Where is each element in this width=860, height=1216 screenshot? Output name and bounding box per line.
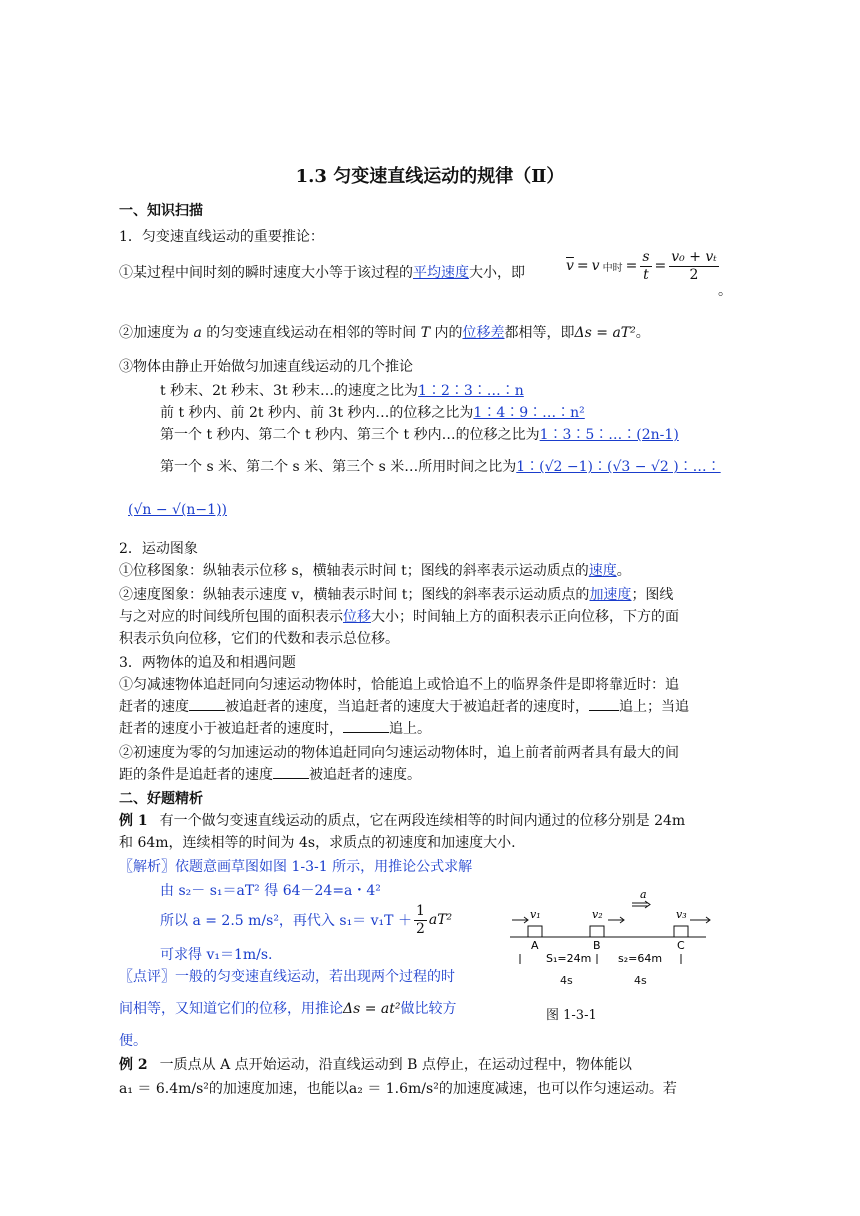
section-heading-examples: 二、好题精析 (119, 791, 203, 807)
ratio-answer-3[interactable]: 1∶3∶5∶…∶(2n-1) (539, 427, 679, 443)
example-2-l1: 例 2 一质点从 A 点开始运动，沿直线运动到 B 点停止，在运动过程中，物体能以 (119, 1057, 632, 1073)
motion-diagram (506, 888, 726, 968)
graph-velocity-l3: 积表示负向位移，它们的代数和表示总位移。 (119, 631, 399, 647)
delta-s-formula: Δs = aT² (574, 325, 636, 341)
label-t1: 4s (560, 974, 573, 987)
example-2-l2: a₁ ＝ 6.4m/s²的加速度加速，也能以a₂ ＝ 1.6m/s²的加速度减速，也可以作匀速运动。若 (119, 1081, 677, 1097)
ratio-line-4: 第一个 s 米、第二个 s 米、第三个 s 米…所用时间之比为1∶(√2 −1)∶(√3 − √2 )∶…∶ (160, 459, 721, 475)
block-b (590, 926, 604, 937)
blank-1[interactable] (189, 696, 225, 711)
label-v2: v₂ (592, 908, 603, 921)
blank-3[interactable] (343, 718, 389, 733)
ratio-line-3: 第一个 t 秒内、第二个 t 秒内、第三个 t 秒内…的位移之比为1∶3∶5∶…∶(2n-1) (160, 427, 679, 443)
ratio-line-5 (128, 502, 227, 518)
block-a (528, 926, 542, 937)
acceleration-link[interactable]: 加速度 (589, 587, 632, 603)
solution-l1: 〖解析〗依题意画草图如图 1-3-1 所示，用推论公式求解 (119, 859, 473, 875)
inference-2: ②加速度为 a 的匀变速直线运动在相邻的等时间 T 内的位移差都相等，即Δs = aT²。 (119, 325, 650, 341)
graph-velocity-l1: ②速度图象：纵轴表示速度 v，横轴表示时间 t；图线的斜率表示运动质点的加速度；图线 (119, 587, 674, 603)
blank-2[interactable] (589, 696, 619, 711)
chase-2-l1: ②初速度为零的匀加速运动的物体追赶同向匀速运动物体时，追上前者前两者具有最大的间 (119, 745, 679, 761)
chase-1-l3: 赶者的速度小于被追赶者的速度时， 追上。 (119, 718, 431, 738)
displacement-link[interactable]: 位移 (343, 609, 371, 625)
example-1-l1: 例 1 有一个做匀变速直线运动的质点，它在两段连续相等的时间内通过的位移分别是 24m (119, 813, 686, 829)
average-velocity-link[interactable]: 平均速度 (413, 265, 469, 281)
example-1-label: 例 1 (119, 813, 148, 829)
comment-l3: 便。 (119, 1033, 147, 1049)
block-c (674, 926, 688, 937)
example-2-label: 例 2 (119, 1057, 148, 1073)
inference-1: ①某过程中间时刻的瞬时速度大小等于该过程的平均速度大小，即 (119, 265, 525, 281)
label-s1: S₁=24m (546, 952, 592, 965)
ratio-answer-4[interactable]: 1∶(√2 −1)∶(√3 − √2 )∶…∶ (516, 459, 721, 475)
blank-4[interactable] (273, 764, 309, 779)
inference-3: ③物体由静止开始做匀加速直线运动的几个推论 (119, 359, 413, 375)
ratio-answer-4-cont[interactable]: (√n − √(n−1)) (128, 502, 227, 518)
label-point-a: A (531, 939, 539, 952)
item-1-heading: 1．匀变速直线运动的重要推论： (119, 229, 324, 245)
item-2-heading: 2．运动图象 (119, 541, 198, 557)
label-point-b: B (593, 939, 601, 952)
fraction-s-over-t: $\frac{s}{t}$ (642, 249, 650, 283)
solution-l3: 所以 a = 2.5 m/s²，再代入 s₁＝ v₁T ＋ $\frac{1}{2}$ aT² (160, 903, 453, 937)
label-v1: v₁ (530, 908, 541, 921)
displacement-difference-link[interactable]: 位移差 (462, 325, 505, 341)
label-v3: v₃ (676, 908, 687, 921)
figure-caption: 图 1-3-1 (546, 1008, 597, 1023)
item-3-heading: 3．两物体的追及和相遇问题 (119, 655, 296, 671)
delta-s-at2-formula: Δs = at² (343, 1001, 401, 1017)
velocity-link[interactable]: 速度 (588, 563, 617, 579)
chase-1-l1: ①匀减速物体追赶同向匀速运动物体时，恰能追上或恰追不上的临界条件是即将靠近时：追 (119, 677, 679, 693)
comment-l1: 〖点评〗一般的匀变速直线运动，若出现两个过程的时 (119, 969, 455, 985)
chase-1-l2: 赶者的速度 被追赶者的速度，当追赶者的速度大于被追赶者的速度时， 追上；当追 (119, 696, 689, 716)
graph-velocity-l2: 与之对应的时间线所包围的面积表示位移大小；时间轴上方的面积表示正向位移，下方的面 (119, 609, 679, 625)
chase-2-l2: 距的条件是追赶者的速度 被追赶者的速度。 (119, 764, 421, 784)
ratio-line-1: t 秒末、2t 秒末、3t 秒末…的速度之比为1∶2∶3∶…∶n (160, 383, 524, 399)
ratio-answer-2[interactable]: 1∶4∶9∶…∶n² (473, 405, 585, 421)
label-t2: 4s (634, 974, 647, 987)
average-velocity-formula: $\overline{v}$ = v 中时 = $\frac{s}{t}$ = $\frac{\text{v₀ + vₜ}}{2}$ (566, 249, 717, 283)
ratio-answer-1[interactable]: 1∶2∶3∶…∶n (418, 383, 524, 399)
fraction-v0-vt-over-2: $\frac{\text{v₀ + vₜ}}{2}$ (671, 249, 717, 283)
label-point-c: C (677, 939, 685, 952)
section-heading-knowledge: 一、知识扫描 (119, 203, 203, 219)
page-title: 1.3 匀变速直线运动的规律（Ⅱ） (295, 166, 565, 187)
solution-l4: 可求得 v₁＝1m/s. (160, 947, 273, 963)
example-1-l2: 和 64m，连续相等的时间为 4s，求质点的初速度和加速度大小. (119, 835, 516, 851)
label-a: a (640, 888, 647, 901)
solution-l2: 由 s₂－ s₁＝aT² 得 64－24=a・4² (160, 883, 381, 899)
graph-displacement: ①位移图象：纵轴表示位移 s，横轴表示时间 t；图线的斜率表示运动质点的速度。 (119, 563, 631, 579)
label-s2: s₂=64m (618, 952, 663, 965)
comment-l2: 间相等，又知道它们的位移，用推论Δs = at²做比较方 (119, 1001, 457, 1017)
ratio-line-2: 前 t 秒内、前 2t 秒内、前 3t 秒内…的位移之比为1∶4∶9∶…∶n² (160, 405, 585, 421)
